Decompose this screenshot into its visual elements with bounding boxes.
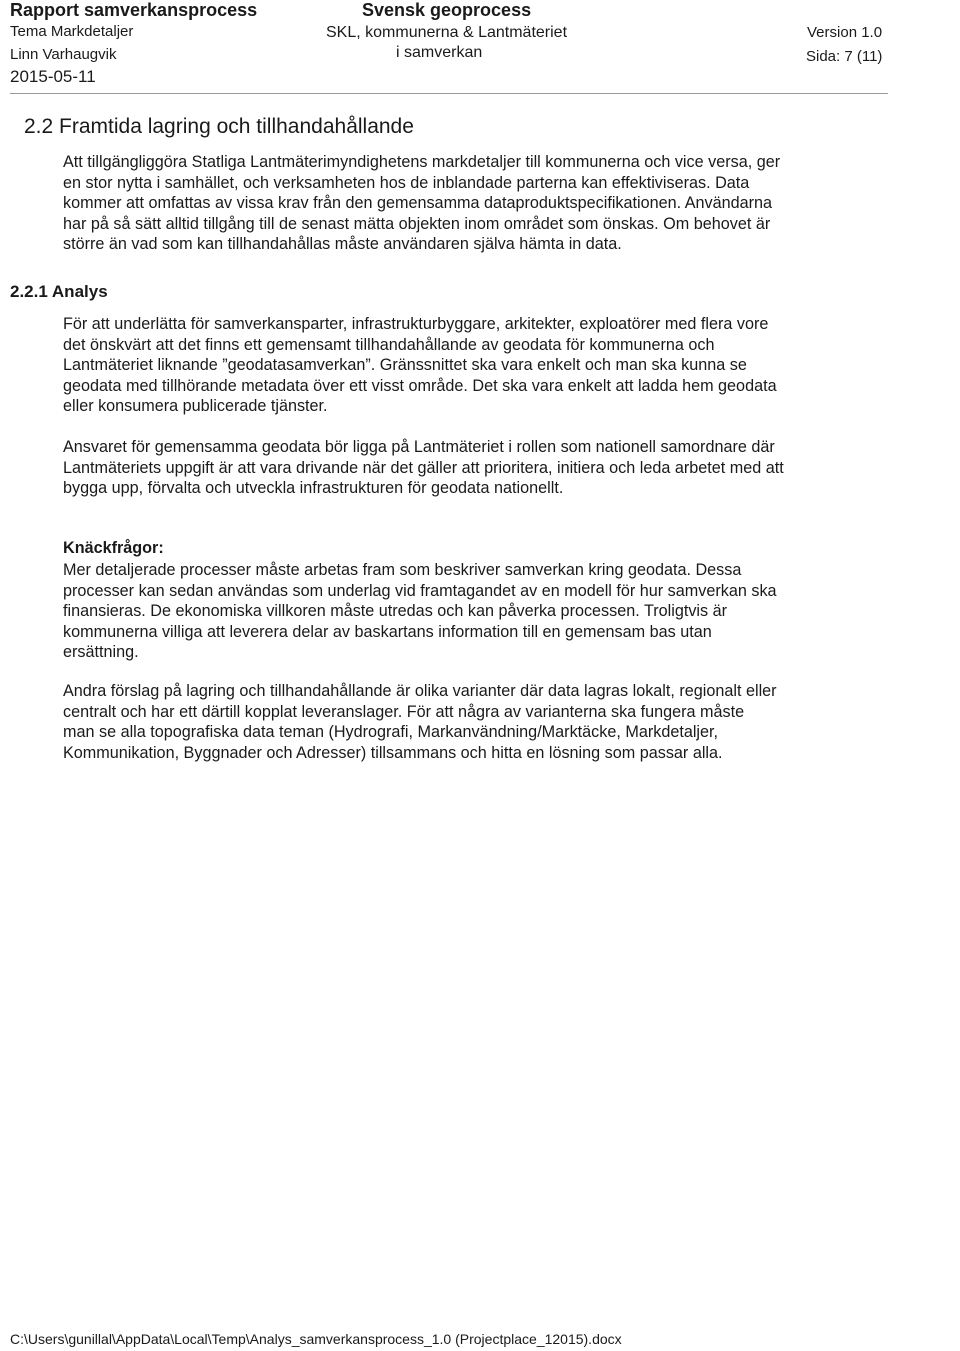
report-title: Rapport samverkansprocess <box>10 0 258 20</box>
text-line: bygga upp, förvalta och utveckla infrastrukturen för geodata nationellt. <box>63 479 564 497</box>
project-title: Svensk geoprocess <box>362 0 532 20</box>
text-line: Ansvaret för gemensamma geodata bör ligga på Lantmäteriet i rollen som nationell samordnare där <box>63 438 775 456</box>
project-subtitle-line2: i samverkan <box>396 44 483 61</box>
document-date: 2015-05-11 <box>10 67 96 86</box>
header-divider <box>10 93 888 94</box>
text-line: eller konsumera publicerade tjänster. <box>63 397 328 415</box>
key-questions-label: Knäckfrågor: <box>63 539 164 557</box>
text-line: Lantmäteriet liknande ”geodatasamverkan”. Gränssnittet ska vara enkelt och man ska kunna se <box>63 356 747 374</box>
text-line: centralt och har ett därtill kopplat leveranslager. För att några av varianterna ska fungera måste <box>63 702 745 721</box>
text-line: har på så sätt alltid tillgång till de senast mätta objekten inom området som önskas. Om behovet är <box>63 214 771 233</box>
text-line: en stor nytta i samhället, och verksamheten hos de inblandade parterna kan effektiviseras. Data <box>63 173 750 192</box>
analysis-paragraph-1 <box>63 314 883 417</box>
text-line: Lantmäteriets uppgift är att vara drivande när det gäller att prioritera, initiera och leda arbetet med att <box>63 458 784 477</box>
text-line: större än vad som kan tillhandahållas måste användaren själva hämta in data. <box>63 235 622 253</box>
version-label: Version 1.0 <box>807 24 883 41</box>
author-name: Linn Varhaugvik <box>10 46 117 63</box>
storage-proposals-paragraph <box>63 681 883 763</box>
subsection-heading: 2.2.1 Analys <box>10 282 108 301</box>
project-subtitle-line1: SKL, kommunerna & Lantmäteriet <box>326 24 568 41</box>
theme-label: Tema Markdetaljer <box>10 23 134 40</box>
text-line: För att underlätta för samverkansparter, infrastrukturbyggare, arkitekter, exploatörer med flera vore <box>63 315 769 333</box>
text-line: Mer detaljerade processer måste arbetas fram som beskriver samverkan kring geodata. Dessa <box>63 561 742 579</box>
analysis-paragraph-2 <box>63 437 883 499</box>
text-line: Andra förslag på lagring och tillhandahållande är olika varianter där data lagras lokalt, regionalt eller <box>63 682 777 700</box>
text-line: geodata med tillhörande metadata över ett visst område. Det ska vara enkelt att ladda hem geodata <box>63 376 777 395</box>
text-line: det önskvärt att det finns ett gemensamt tillhandahållande av geodata för kommunerna och <box>63 335 715 354</box>
text-line: kommer att omfattas av vissa krav från den gemensamma dataproduktspecifikationen. Användarna <box>63 194 773 212</box>
footer-file-path: C:\Users\gunillal\AppData\Local\Temp\Analys_samverkansprocess_1.0 (Projectplace_12015).docx <box>10 1331 622 1347</box>
text-line: man se alla topografiska data teman (Hydrografi, Markanvändning/Marktäcke, Markdetaljer, <box>63 723 719 741</box>
text-line: Att tillgängliggöra Statliga Lantmäterimyndighetens markdetaljer till kommunerna och vice versa, ger <box>63 153 781 171</box>
text-line: processer kan sedan användas som underlag vid framtagandet av en modell för hur samverkan ska <box>63 581 777 600</box>
section-intro-paragraph <box>63 152 883 255</box>
text-line: finansieras. De ekonomiska villkoren måste utredas och kan påverka processen. Troligtvis är <box>63 602 727 620</box>
text-line: Kommunikation, Byggnader och Adresser) tillsammans och hitta en lösning som passar alla. <box>63 743 723 762</box>
page-number: Sida: 7 (11) <box>806 48 883 65</box>
text-line: kommunerna villiga att leverera delar av baskartans information till en gemensam bas utan <box>63 622 712 641</box>
section-heading: 2.2 Framtida lagring och tillhandahållande <box>24 115 414 138</box>
text-line: ersättning. <box>63 643 139 661</box>
key-questions-paragraph <box>63 560 883 663</box>
